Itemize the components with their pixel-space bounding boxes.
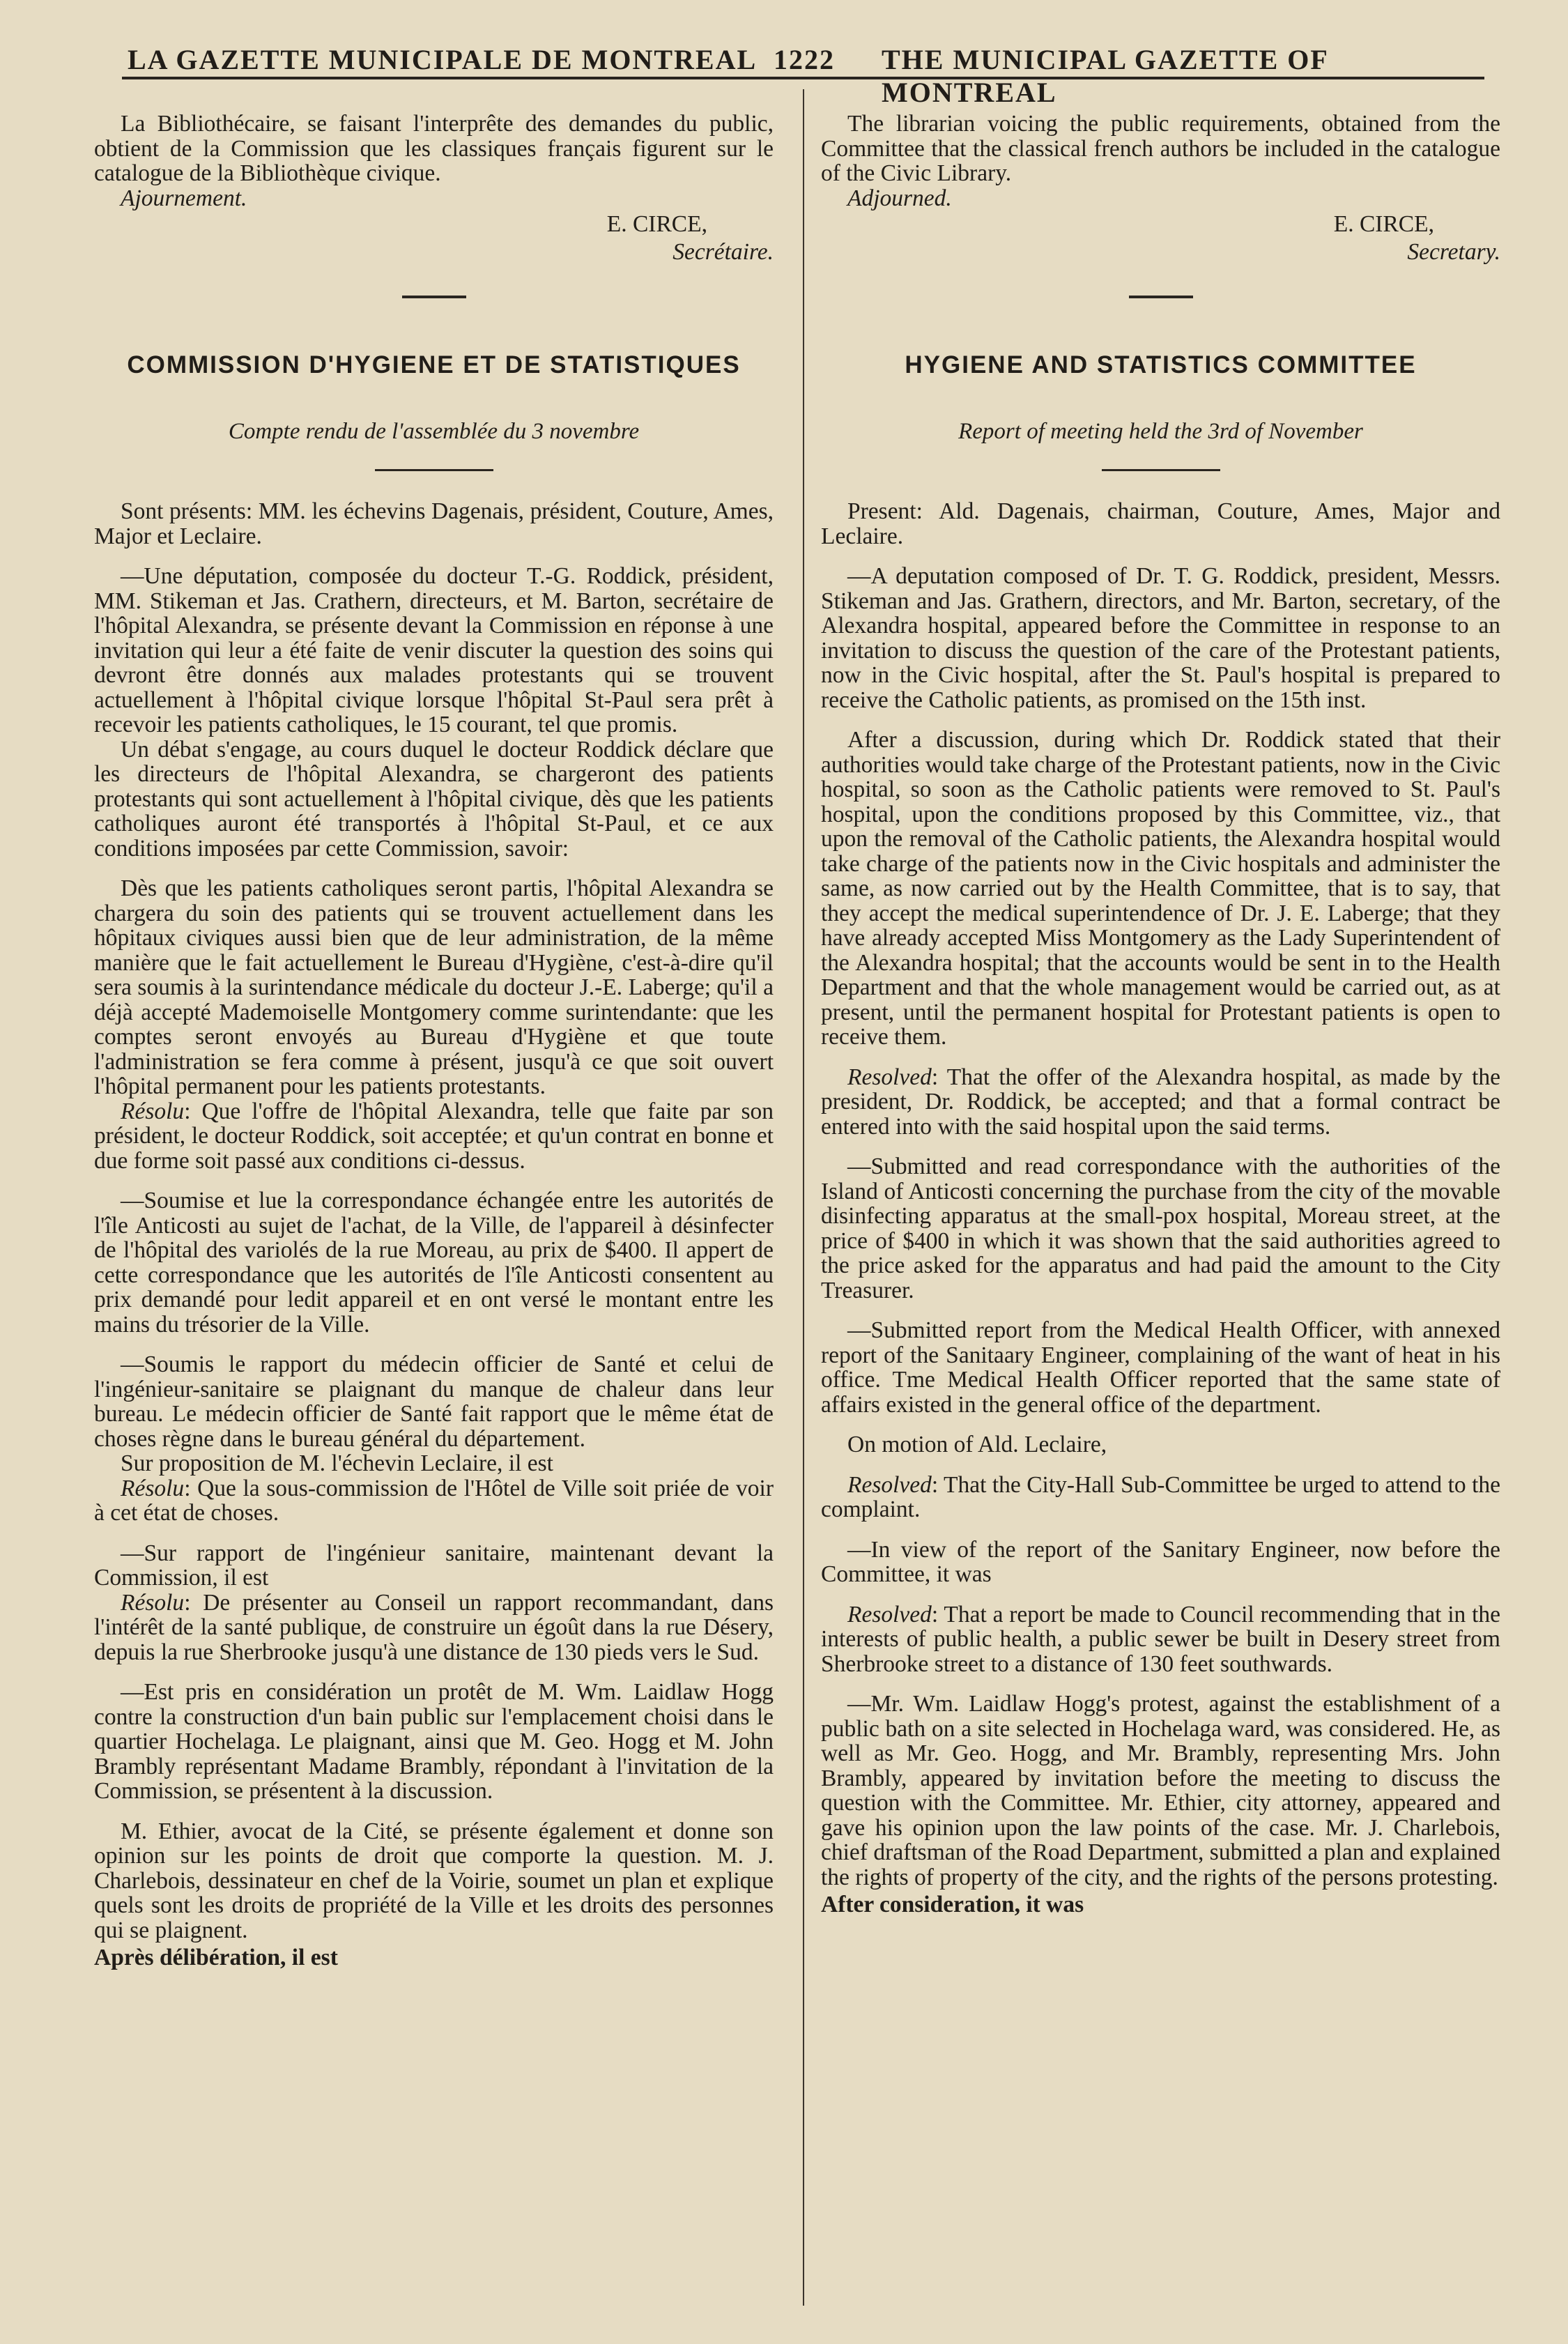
separator-rule — [1129, 296, 1193, 298]
protest-paragraph: —Mr. Wm. Laidlaw Hogg's protest, against the establishment of a public bath on a site selected in Hochelaga ward, was considered. He, as well as Mr. Geo. Hogg, and Mr. Brambly, representing Mrs. John Brambly, appeared by invitation before the meeting to discuss the question with the Committee. Mr. Ethier, city attorney, appeared and gave his opinion upon the law points of the case. Mr. J. Charlebois, chief draftsman of the Road Department, submitted a plan and explained the rights of property of the city, and the rights of the persons protesting. — [821, 1691, 1500, 1890]
resolution-paragraph — [94, 1476, 774, 1526]
signature-title: Secretary. — [1407, 239, 1500, 265]
adjourned-text: Adjourned. — [847, 185, 952, 211]
motion-paragraph: Sur proposition de M. l'échevin Leclaire, il est — [121, 1450, 553, 1476]
library-paragraph: La Bibliothécaire, se faisant l'interprête des demandes du public, obtient de la Commission que les classiques français figurent sur le catalogue de la Bibliothèque civique. — [94, 111, 774, 186]
resolution-paragraph — [821, 1602, 1500, 1677]
protest-paragraph: —Est pris en considération un protêt de M. Wm. Laidlaw Hogg contre la construction d'un bain public sur l'emplacement choisi dans le quartier Hochelaga. Le plaignant, ainsi que M. Geo. Hogg et M. John Brambly représentant Madame Brambly, répondant à l'invitation de la Commission, se présentent à la discussion. — [94, 1679, 774, 1804]
attorney-paragraph: M. Ethier, avocat de la Cité, se présente également et donne son opinion sur les points de droit que comporte la question. M. J. Charlebois, dessinateur en chef de la Voirie, soumet un plan et explique quels sont les droits de propriété de la Ville et les droits des personnes qui se plaignent. — [94, 1818, 774, 1943]
debate-paragraph: Un débat s'engage, au cours duquel le docteur Roddick déclare que les directeurs de l'hôpital Alexandra, se chargeront des patients protestants qui sont actuellement à l'hôpital civique, dès que les patients catholiques auront été transportés à l'hôpital St-Paul, et ce aux conditions imposées par cette Commission, savoir: — [94, 736, 774, 861]
resolution-text: : Que la sous-commission de l'Hôtel de Ville soit priée de voir à cet état de choses. — [94, 1475, 774, 1526]
resolution-text: : That a report be made to Council recommending that in the interests of public health, a public sewer be built in Desery street from Sherbrooke street to a distance of 130 feet southwards. — [821, 1601, 1500, 1677]
motion-paragraph: On motion of Ald. Leclaire, — [847, 1432, 1107, 1457]
separator-rule — [402, 296, 466, 298]
column-divider — [803, 89, 804, 2306]
deputation-paragraph: —Une députation, composée du docteur T.-G. Roddick, président, MM. Stikeman et Jas. Crathern, directeurs, et M. Barton, secrétaire de l'hôpital Alexandra, se présente devant la Commission en réponse à une invitation qui leur a été faite de venir discuter la question des soins qui devront être donnés aux malades protestants qui se trouvent actuellement à l'hôpital civique lorsque l'hôpital St-Paul sera prêt à recevoir les patients catholiques, le 15 courant, tel que promis. — [94, 563, 774, 737]
resolution-text: : De présenter au Conseil un rapport recommandant, dans l'intérêt de la santé publique, de construire un égoût dans la rue Désery, depuis la rue Sherbrooke jusqu'à une distance de 130 pieds vers le Sud. — [94, 1589, 774, 1665]
anticosti-paragraph: —Submitted and read correspondance with the authorities of the Island of Anticosti concerning the purchase from the city of the movable disinfecting apparatus at the small-pox hospital, Moreau street, at the price of $400 in which it was shown that the said authorities agreed to the price asked for the apparatus and had paid the amount to the City Treasurer. — [821, 1154, 1500, 1303]
closing-line: After consideration, it was — [821, 1892, 1084, 1917]
signature-block — [821, 210, 1500, 266]
resolution-label: Résolu — [121, 1098, 185, 1124]
french-column — [94, 112, 774, 1970]
english-column — [821, 112, 1500, 1917]
heating-paragraph: —Submitted report from the Medical Health Officer, with annexed report of the Sanitaary Engineer, complaining of the want of heat in his office. Tme Medical Health Officer reported that the same state of affairs existed in the general office of the department. — [821, 1317, 1500, 1418]
signature-name: E. CIRCE, — [606, 211, 707, 237]
section-title: COMMISSION D'HYGIENE ET DE STATISTIQUES — [127, 351, 741, 378]
resolution-label: Resolved — [847, 1471, 932, 1498]
section-subtitle: Report of meeting held the 3rd of November — [958, 418, 1363, 444]
attendance-paragraph: Sont présents: MM. les échevins Dagenais, président, Couture, Ames, Major et Leclaire. — [94, 498, 774, 549]
resolution-paragraph — [94, 1099, 774, 1174]
resolution-label: Resolved — [847, 1064, 932, 1090]
resolution-label: Resolved — [847, 1601, 932, 1627]
page-number: 1222 — [774, 44, 835, 75]
section-subtitle: Compte rendu de l'assemblée du 3 novembre — [228, 418, 640, 444]
signature-name: E. CIRCE, — [1333, 211, 1434, 237]
library-paragraph: The librarian voicing the public requirements, obtained from the Committee that the classical french authors be included in the catalogue of the Civic Library. — [821, 111, 1500, 186]
header-rule — [122, 77, 1484, 79]
signature-block — [94, 210, 774, 266]
header-title-english: THE MUNICIPAL GAZETTE OF MONTREAL — [882, 44, 1328, 108]
closing-line: Après délibération, il est — [94, 1945, 338, 1970]
resolution-paragraph — [94, 1591, 774, 1665]
signature-title: Secrétaire. — [672, 239, 774, 265]
resolution-label: Résolu — [121, 1589, 185, 1616]
resolution-label: Résolu — [121, 1475, 185, 1501]
resolution-text: : Que l'offre de l'hôpital Alexandra, telle que faite par son président, le docteur Roddick, soit acceptée; et qu'un contrat en bonne et due forme soit passé aux conditions ci-dessus. — [94, 1098, 774, 1174]
deputation-paragraph: —A deputation composed of Dr. T. G. Roddick, president, Messrs. Stikeman and Jas. Grathern, directors, and Mr. Barton, secretary, of the Alexandra hospital, appeared before the Committee in response to an invitation to discuss the question of the care of the Protestant patients, now in the Civic hospital, after the St. Paul's hospital is prepared to receive the Catholic patients, as promised on the 15th inst. — [821, 563, 1500, 713]
conditions-paragraph: Dès que les patients catholiques seront partis, l'hôpital Alexandra se chargera du soin des patients qui se trouvent actuellement dans les hôpitaux civiques aussi bien que de leur administration, de la même manière que le fait actuellement le Bureau d'Hygiène, c'est-à-dire qu'il sera soumis à la surintendance médicale du docteur J.-E. Laberge; qu'il a déjà accepté Mademoiselle Montgomery comme surintendante: que les comptes seront envoyés au Bureau d'Hygiène et que toute l'administration se fera comme à présent, jusqu'à ce que soit ouvert l'hôpital permanent pour les patients protestants. — [94, 875, 774, 1099]
engineer-paragraph: —Sur rapport de l'ingénieur sanitaire, maintenant devant la Commission, il est — [94, 1540, 774, 1591]
engineer-paragraph: —In view of the report of the Sanitary Engineer, now before the Committee, it was — [821, 1536, 1500, 1587]
page-header — [122, 38, 1481, 108]
resolution-text: : That the City-Hall Sub-Committee be urged to attend to the complaint. — [821, 1471, 1500, 1522]
resolution-paragraph — [821, 1473, 1500, 1522]
discussion-paragraph: After a discussion, during which Dr. Roddick stated that their authorities would take charge of the Protestant patients, now in the Civic hospital, so soon as the Catholic patients were removed to St. Paul's hospital, upon the conditions proposed by this Committee, viz., that upon the removal of the Catholic patients, the Alexandra hospital would take charge of the patients now in the Civic hospitals and administer the same, as now carried out by the Health Committee, that is to say, that they accept the medical superintendence of Dr. J. E. Laberge; that they have already accepted Miss Montgomery as the Lady Superintendent of the Alexandra hospital; that the accounts would be sent in to the Health Department and that the whole management would be carried out, as at present, until the permanent hospital for Protestant patients is open to receive them. — [821, 727, 1500, 1050]
subtitle-rule — [375, 469, 493, 471]
adjourned-text: Ajournement. — [121, 185, 247, 211]
attendance-paragraph: Present: Ald. Dagenais, chairman, Couture, Ames, Major and Leclaire. — [821, 498, 1500, 549]
subtitle-rule — [1102, 469, 1220, 471]
anticosti-paragraph: —Soumise et lue la correspondance échangée entre les autorités de l'île Anticosti au sujet de l'achat, de la Ville, de l'appareil à désinfecter de l'hôpital des variolés de la rue Moreau, au prix de $400. Il appert de cette correspondance que les autorités de l'île Anticosti consentent au prix demandé pour ledit appareil et en ont versé le montant entre les mains du trésorier de la Ville. — [94, 1188, 774, 1338]
resolution-text: : That the offer of the Alexandra hospital, as made by the president, Dr. Roddick, be accepted; and that a formal contract be entered into with the said hospital upon the said terms. — [821, 1064, 1500, 1140]
resolution-paragraph — [821, 1065, 1500, 1140]
heating-paragraph: —Soumis le rapport du médecin officier de Santé et celui de l'ingénieur-sanitaire se plaignant du manque de chaleur dans leur bureau. Le médecin officier de Santé fait rapport que le même état de choses règne dans le bureau général du département. — [94, 1351, 774, 1452]
header-title-french: LA GAZETTE MUNICIPALE DE MONTREAL — [128, 44, 758, 75]
section-title: HYGIENE AND STATISTICS COMMITTEE — [905, 351, 1417, 378]
